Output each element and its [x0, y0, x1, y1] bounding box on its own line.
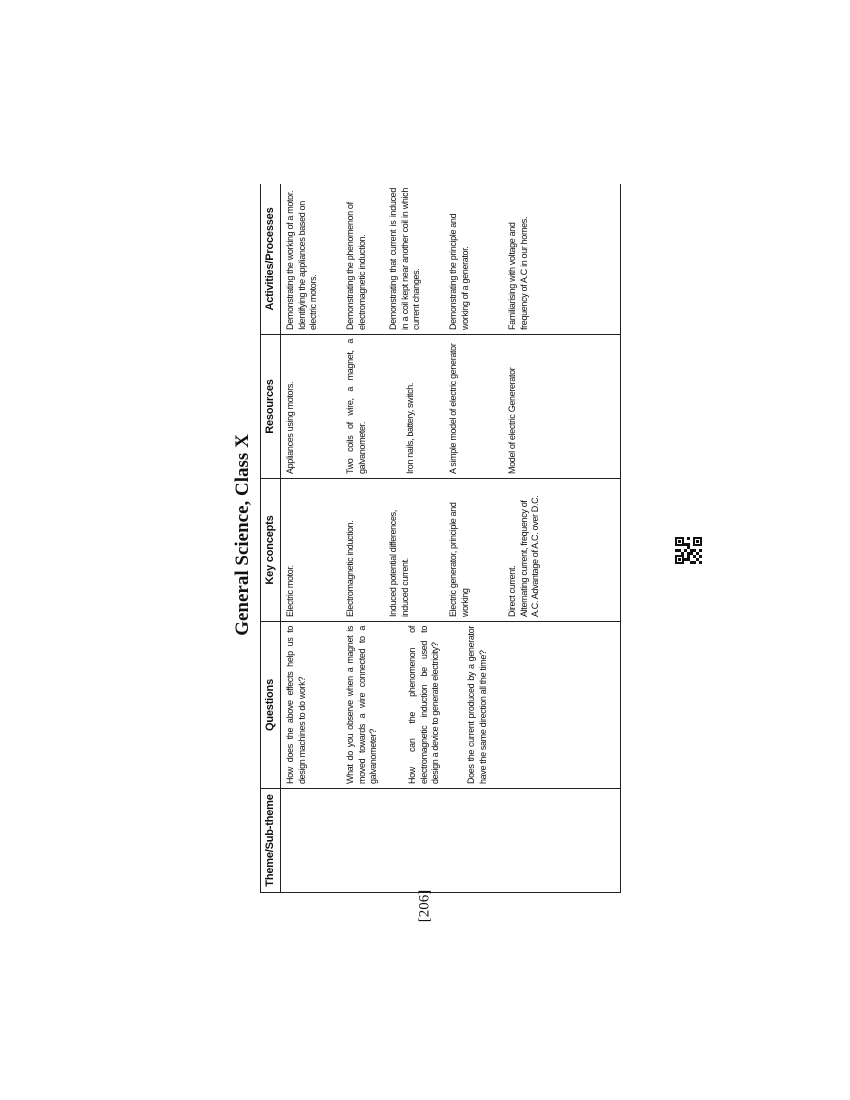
activity-item: Familiarising with voltage and frequency of A.C in our homes.: [507, 216, 529, 330]
key-concept-item: Electric motor.: [285, 565, 295, 617]
resources-cell: [281, 335, 621, 479]
activity-item: Demonstrating the principle and working of a generator.: [448, 213, 470, 330]
activities-cell: [281, 184, 621, 335]
resource-item: Model of electric Genererator: [507, 367, 517, 474]
resource-item: Two coils of wire, a magnet, a galvanometer.: [345, 339, 367, 474]
resource-item: Iron nails, battery, switch.: [405, 382, 415, 474]
key-concept-item: Electromagnetic induction.: [345, 520, 355, 617]
qr-code-icon: [675, 537, 702, 564]
question-item: How does the above effects help us to design machines to do work?: [285, 626, 307, 784]
key-concept-item: Direct current.: [507, 565, 517, 617]
key-concept-item: Induced potential differences, induced current.: [388, 510, 410, 617]
table-row: [281, 184, 621, 893]
header-resources: Resources: [261, 335, 281, 479]
theme-cell: [281, 789, 621, 893]
resource-item: A simple model of electric generator: [448, 343, 458, 474]
key-concepts-cell: [281, 479, 621, 622]
header-activities: Activities/Processes: [261, 184, 281, 335]
theme-text: [281, 789, 285, 892]
syllabus-table-container: [260, 184, 621, 893]
page-number: [206]: [416, 889, 433, 923]
questions-cell: [281, 622, 621, 789]
header-key-concepts: Key concepts: [261, 479, 281, 622]
resource-item: Appliances using motors.: [285, 381, 295, 474]
activity-item: Demonstrating that current is induced in a coil kept near another coil in which current changes.: [388, 188, 421, 330]
key-concept-item: Alternating current, frequency of A.C. Advantage of A.C. over D.C.: [518, 495, 540, 617]
question-item: Does the current produced by a generator have the same direction all the time?: [466, 626, 488, 784]
page-title-text: General Science, Class X: [232, 434, 253, 636]
question-item: What do you observe when a magnet is moved towards a wire connected to a galvanometer?: [345, 626, 378, 784]
syllabus-table: [260, 184, 621, 893]
activity-item: Demonstrating the working of a motor. Identifying the appliances based on electric motors.: [285, 190, 318, 330]
question-item: How can the phenomenon of electromagnetic induction be used to design a device to generate electricity?: [407, 626, 440, 784]
table-header-row: [261, 184, 281, 893]
header-theme: Theme/Sub-theme: [261, 789, 281, 893]
activity-item: Demonstrating the phenomenon of electromagnetic induction.: [345, 202, 367, 330]
key-concept-item: Electric generator, principle and working: [448, 502, 470, 617]
header-questions: Questions: [261, 622, 281, 789]
